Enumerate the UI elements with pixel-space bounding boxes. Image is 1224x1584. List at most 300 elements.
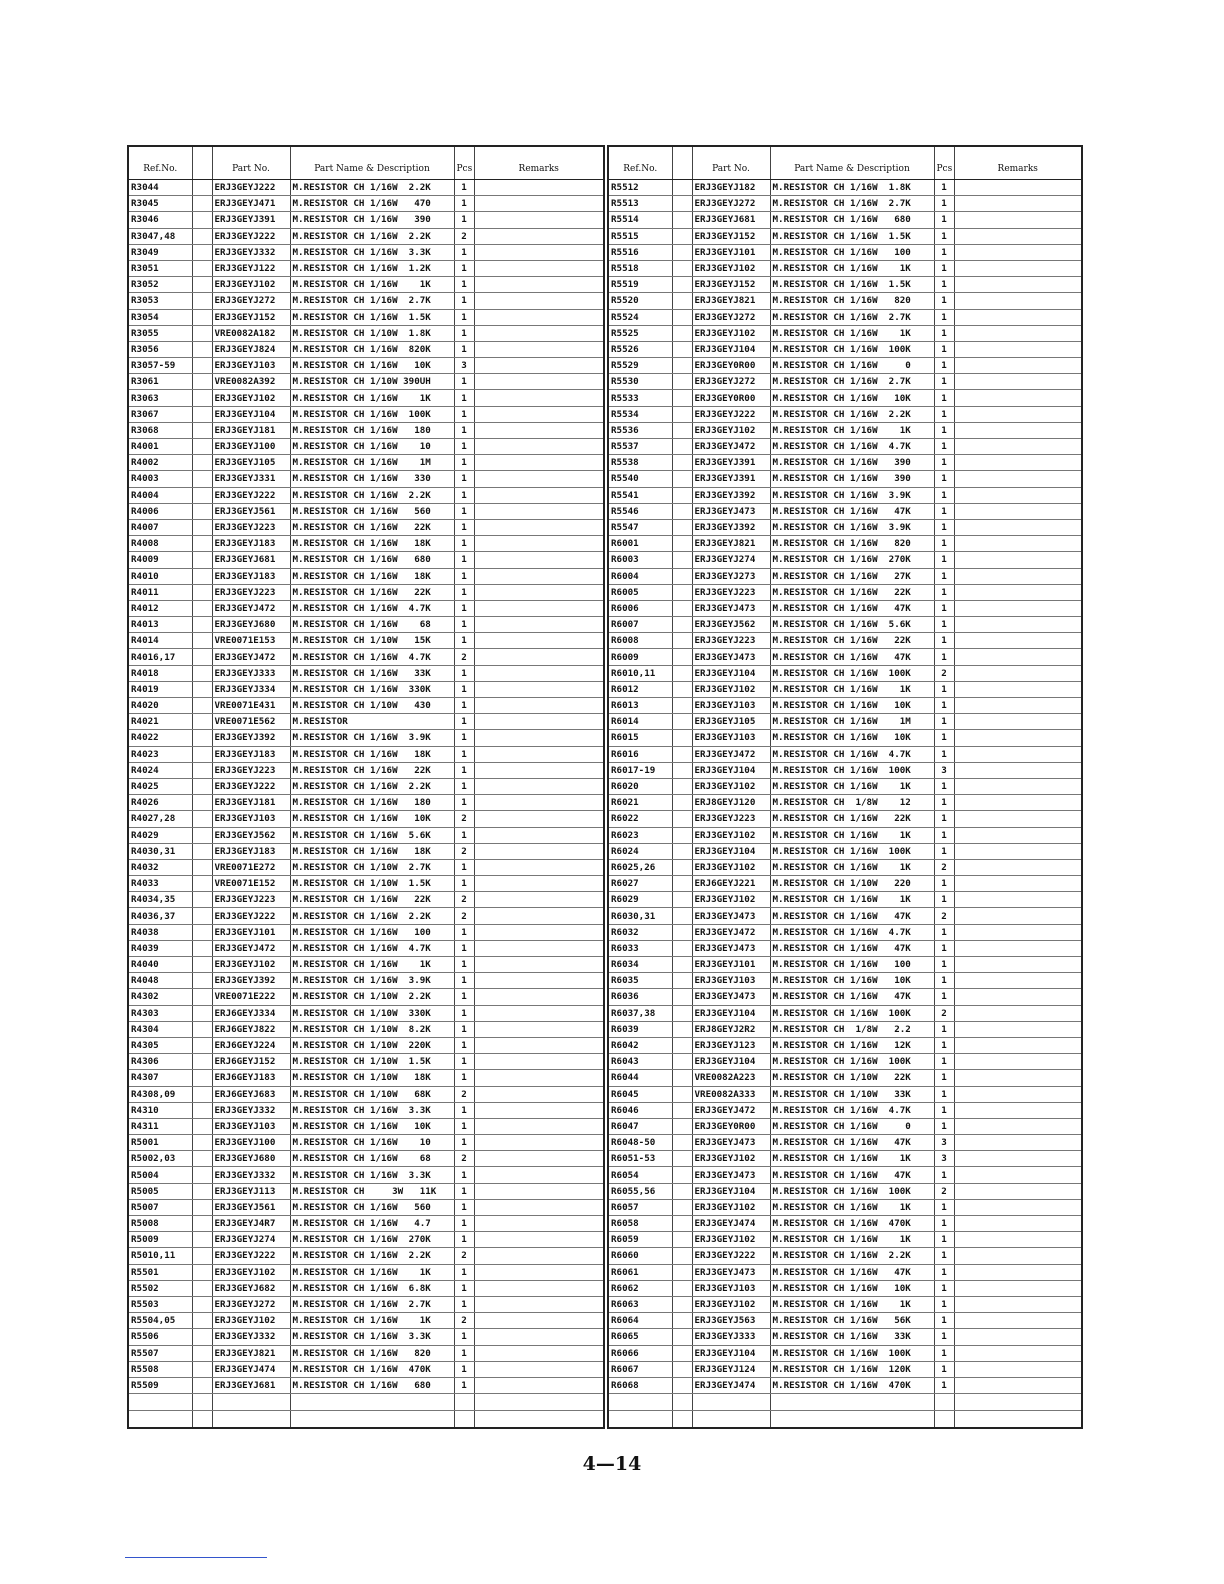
spacer-cell <box>672 519 692 535</box>
table-row <box>128 471 604 487</box>
remarks-cell <box>474 892 604 908</box>
pcs-cell: 1 <box>934 778 954 794</box>
spacer-cell <box>192 584 212 600</box>
spacer-cell <box>672 827 692 843</box>
ref-no-cell: R6008 <box>608 633 672 649</box>
remarks-cell <box>474 196 604 212</box>
part-no-cell: ERJ3GEYJ183 <box>212 843 290 859</box>
table-row <box>128 439 604 455</box>
pcs-cell: 1 <box>454 973 474 989</box>
part-no-cell: ERJ3GEYJ473 <box>692 503 770 519</box>
remarks-cell <box>474 180 604 196</box>
description-cell: M.RESISTOR CH 1/16W 120K <box>770 1361 934 1377</box>
empty-cell <box>128 1394 192 1411</box>
part-no-cell: ERJ3GEYJ473 <box>692 989 770 1005</box>
part-no-cell: ERJ3GEYJ103 <box>212 1118 290 1134</box>
empty-cell <box>212 1411 290 1429</box>
ref-no-cell: R6063 <box>608 1296 672 1312</box>
remarks-cell <box>954 859 1082 875</box>
empty-cell <box>934 1411 954 1429</box>
table-row <box>608 876 1082 892</box>
pcs-cell: 1 <box>454 1232 474 1248</box>
description-cell: M.RESISTOR CH 1/16W 1.2K <box>290 260 454 276</box>
spacer-cell <box>672 390 692 406</box>
part-no-cell: ERJ3GEYJ102 <box>692 422 770 438</box>
part-no-cell: VRE0071E562 <box>212 714 290 730</box>
table-row <box>128 1377 604 1393</box>
spacer-cell <box>192 293 212 309</box>
part-no-cell: ERJ3GEYJ681 <box>212 552 290 568</box>
ref-no-cell: R4307 <box>128 1070 192 1086</box>
table-row <box>608 260 1082 276</box>
remarks-cell <box>954 973 1082 989</box>
part-no-cell: ERJ3GEYJ332 <box>212 1167 290 1183</box>
description-cell: M.RESISTOR CH 1/16W 47K <box>770 503 934 519</box>
part-no-cell: ERJ3GEYJ332 <box>212 1329 290 1345</box>
spacer-cell <box>192 212 212 228</box>
table-row <box>128 519 604 535</box>
ref-no-cell: R4019 <box>128 681 192 697</box>
spacer-cell <box>672 1264 692 1280</box>
description-cell: M.RESISTOR CH 1/10W 15K <box>290 633 454 649</box>
ref-no-cell: R6036 <box>608 989 672 1005</box>
part-no-cell: ERJ3GEYJ102 <box>692 859 770 875</box>
part-no-cell: ERJ3GEYJ561 <box>212 503 290 519</box>
empty-cell <box>290 1394 454 1411</box>
pcs-cell: 1 <box>454 1167 474 1183</box>
spacer-cell <box>192 228 212 244</box>
description-cell: M.RESISTOR CH 1/16W 10K <box>770 973 934 989</box>
remarks-cell <box>954 1248 1082 1264</box>
spacer-cell <box>672 1183 692 1199</box>
spacer-header <box>192 146 212 180</box>
spacer-cell <box>672 180 692 196</box>
spacer-cell <box>192 1037 212 1053</box>
part-no-cell: ERJ3GEYJ102 <box>692 778 770 794</box>
pcs-cell: 1 <box>934 730 954 746</box>
ref-no-cell: R5010,11 <box>128 1248 192 1264</box>
ref-no-cell: R5007 <box>128 1199 192 1215</box>
remarks-cell <box>474 471 604 487</box>
remarks-cell <box>474 698 604 714</box>
table-row <box>128 293 604 309</box>
part-no-cell: VRE0082A223 <box>692 1070 770 1086</box>
pcs-cell: 1 <box>934 552 954 568</box>
table-row <box>128 358 604 374</box>
table-row <box>128 1199 604 1215</box>
part-no-cell: ERJ3GEYJ474 <box>212 1361 290 1377</box>
part-no-cell: ERJ3GEYJ104 <box>692 843 770 859</box>
ref-no-cell: R3056 <box>128 341 192 357</box>
remarks-cell <box>954 600 1082 616</box>
table-row <box>128 325 604 341</box>
table-row <box>128 746 604 762</box>
ref-no-cell: R4305 <box>128 1037 192 1053</box>
description-cell: M.RESISTOR CH 1/16W 100K <box>770 762 934 778</box>
spacer-cell <box>672 940 692 956</box>
part-no-cell: ERJ3GEYJ223 <box>692 584 770 600</box>
description-cell: M.RESISTOR CH 1/10W 33K <box>770 1086 934 1102</box>
pcs-cell: 1 <box>454 681 474 697</box>
remarks-cell <box>474 665 604 681</box>
spacer-cell <box>672 1248 692 1264</box>
remarks-cell <box>474 293 604 309</box>
pcs-cell: 1 <box>454 1377 474 1393</box>
empty-cell <box>608 1411 672 1429</box>
description-cell: M.RESISTOR CH 1/16W 3.9K <box>290 730 454 746</box>
spacer-cell <box>192 471 212 487</box>
part-no-cell: VRE0082A182 <box>212 325 290 341</box>
ref-no-cell: R4013 <box>128 617 192 633</box>
ref-no-cell: R3044 <box>128 180 192 196</box>
remarks-cell <box>954 309 1082 325</box>
spacer-cell <box>192 503 212 519</box>
description-cell: M.RESISTOR CH 1/16W 4.7K <box>290 940 454 956</box>
pcs-cell: 1 <box>454 778 474 794</box>
table-row <box>608 795 1082 811</box>
table-row <box>608 196 1082 212</box>
ref-no-cell: R6055,56 <box>608 1183 672 1199</box>
spacer-cell <box>192 390 212 406</box>
part-no-cell: VRE0082A333 <box>692 1086 770 1102</box>
table-row <box>608 843 1082 859</box>
table-row <box>608 859 1082 875</box>
remarks-cell <box>474 1102 604 1118</box>
remarks-cell <box>474 1054 604 1070</box>
description-cell: M.RESISTOR CH 1/16W 2.7K <box>770 309 934 325</box>
remarks-cell <box>474 1167 604 1183</box>
pcs-cell: 1 <box>934 649 954 665</box>
pcs-cell: 1 <box>454 698 474 714</box>
table-row <box>128 876 604 892</box>
spacer-cell <box>192 1151 212 1167</box>
part-no-cell: ERJ3GEYJ473 <box>692 600 770 616</box>
spacer-cell <box>192 843 212 859</box>
ref-no-cell: R6046 <box>608 1102 672 1118</box>
description-cell: M.RESISTOR CH 1/16W 2.7K <box>290 293 454 309</box>
part-no-cell: ERJ3GEYJ223 <box>212 519 290 535</box>
part-no-cell: ERJ3GEYJ472 <box>692 746 770 762</box>
spacer-cell <box>672 811 692 827</box>
spacer-cell <box>192 649 212 665</box>
description-cell: M.RESISTOR CH 1/16W 18K <box>290 568 454 584</box>
ref-no-cell: R6034 <box>608 957 672 973</box>
description-cell: M.RESISTOR CH 1/16W 3.3K <box>290 244 454 260</box>
blank-row <box>128 1394 604 1411</box>
pcs-cell: 1 <box>454 406 474 422</box>
remarks-cell <box>474 1361 604 1377</box>
ref-no-cell: R4009 <box>128 552 192 568</box>
pcs-cell: 1 <box>454 746 474 762</box>
remarks-cell <box>474 568 604 584</box>
ref-no-cell: R4033 <box>128 876 192 892</box>
spacer-cell <box>672 617 692 633</box>
description-cell: M.RESISTOR CH 1/10W 22K <box>770 1070 934 1086</box>
pcs-cell: 1 <box>454 1183 474 1199</box>
remarks-cell <box>954 1167 1082 1183</box>
pcs-cell: 1 <box>934 1199 954 1215</box>
pcs-cell: 2 <box>454 811 474 827</box>
spacer-cell <box>192 309 212 325</box>
part-no-cell: ERJ3GEYJ223 <box>212 584 290 600</box>
pcs-cell: 1 <box>454 989 474 1005</box>
ref-no-cell: R5537 <box>608 439 672 455</box>
description-cell: M.RESISTOR CH 1/16W 100K <box>770 1005 934 1021</box>
description-cell: M.RESISTOR CH 1/16W 820 <box>770 536 934 552</box>
pcs-cell: 1 <box>934 422 954 438</box>
remarks-cell <box>474 390 604 406</box>
pcs-cell: 1 <box>934 244 954 260</box>
empty-cell <box>128 1411 192 1429</box>
pcs-cell: 1 <box>934 876 954 892</box>
spacer-cell <box>672 552 692 568</box>
remarks-cell <box>954 1199 1082 1215</box>
part-no-cell: ERJ3GEYJ222 <box>212 778 290 794</box>
remarks-cell <box>954 681 1082 697</box>
remarks-cell <box>474 908 604 924</box>
part-no-cell: ERJ3GEYJ562 <box>212 827 290 843</box>
description-cell: M.RESISTOR CH 1/16W 390 <box>770 471 934 487</box>
ref-no-cell: R4021 <box>128 714 192 730</box>
table-row <box>608 487 1082 503</box>
pcs-cell: 1 <box>454 455 474 471</box>
part-no-cell: ERJ3GEYJ472 <box>692 439 770 455</box>
spacer-cell <box>672 1232 692 1248</box>
empty-cell <box>192 1394 212 1411</box>
pcs-cell: 1 <box>934 1264 954 1280</box>
description-cell: M.RESISTOR CH 1/16W 3.3K <box>290 1167 454 1183</box>
table-row <box>128 390 604 406</box>
ref-no-cell: R4034,35 <box>128 892 192 908</box>
remarks-cell <box>954 552 1082 568</box>
part-no-cell: ERJ3GEYJ105 <box>692 714 770 730</box>
table-row <box>128 1037 604 1053</box>
pcs-cell: 2 <box>934 665 954 681</box>
pcs-cell: 1 <box>934 843 954 859</box>
remarks-cell <box>954 406 1082 422</box>
table-row <box>128 1313 604 1329</box>
ref-no-cell: R4040 <box>128 957 192 973</box>
pcs-cell: 3 <box>454 358 474 374</box>
spacer-cell <box>192 600 212 616</box>
description-cell: M.RESISTOR CH 1/16W 270K <box>290 1232 454 1248</box>
part-no-cell: ERJ3GEYJ391 <box>212 212 290 228</box>
table-row <box>608 762 1082 778</box>
table-row <box>128 1329 604 1345</box>
pcs-cell: 1 <box>454 665 474 681</box>
pcs-cell: 1 <box>454 374 474 390</box>
part-no-cell: ERJ3GEYJ272 <box>692 309 770 325</box>
part-no-cell: ERJ3GEYJ104 <box>692 1005 770 1021</box>
ref-no-cell: R6057 <box>608 1199 672 1215</box>
pcs-cell: 1 <box>934 487 954 503</box>
table-row <box>608 973 1082 989</box>
description-cell: M.RESISTOR CH 1/16W 1K <box>770 681 934 697</box>
part-no-cell: ERJ3GEYJ152 <box>692 228 770 244</box>
remarks-cell <box>954 341 1082 357</box>
table-row <box>128 1248 604 1264</box>
ref-no-cell: R5005 <box>128 1183 192 1199</box>
table-row <box>608 406 1082 422</box>
table-row <box>608 1232 1082 1248</box>
remarks-cell <box>954 746 1082 762</box>
table-row <box>128 698 604 714</box>
remarks-cell <box>474 1232 604 1248</box>
remarks-cell <box>954 1070 1082 1086</box>
table-row <box>128 827 604 843</box>
part-no-cell: ERJ3GEYJ391 <box>692 471 770 487</box>
remarks-cell <box>474 1135 604 1151</box>
part-no-cell: ERJ3GEYJ222 <box>692 406 770 422</box>
ref-no-cell: R6023 <box>608 827 672 843</box>
description-cell: M.RESISTOR CH 1/16W 10K <box>770 730 934 746</box>
remarks-cell <box>954 358 1082 374</box>
remarks-cell <box>474 212 604 228</box>
spacer-cell <box>672 714 692 730</box>
description-cell: M.RESISTOR CH 1/16W 1K <box>770 1232 934 1248</box>
part-no-cell: ERJ3GEY0R00 <box>692 390 770 406</box>
ref-no-cell: R4304 <box>128 1021 192 1037</box>
remarks-cell <box>474 1118 604 1134</box>
table-row <box>608 1361 1082 1377</box>
remarks-cell <box>474 584 604 600</box>
table-row <box>608 827 1082 843</box>
description-cell: M.RESISTOR CH 1/16W 68 <box>290 1151 454 1167</box>
description-cell: M.RESISTOR CH 1/16W 22K <box>770 633 934 649</box>
table-row <box>608 1054 1082 1070</box>
table-row <box>128 600 604 616</box>
spacer-cell <box>672 325 692 341</box>
remarks-cell <box>474 1264 604 1280</box>
spacer-cell <box>192 908 212 924</box>
table-row <box>608 665 1082 681</box>
spacer-cell <box>672 1296 692 1312</box>
table-row <box>608 989 1082 1005</box>
description-cell: M.RESISTOR CH 1/16W 4.7K <box>770 1102 934 1118</box>
pcs-cell: 1 <box>454 617 474 633</box>
remarks-cell <box>954 277 1082 293</box>
ref-no-cell: R6043 <box>608 1054 672 1070</box>
ref-no-cell: R3051 <box>128 260 192 276</box>
spacer-cell <box>672 1086 692 1102</box>
ref-no-cell: R4030,31 <box>128 843 192 859</box>
ref-no-cell: R5520 <box>608 293 672 309</box>
ref-no-cell: R4012 <box>128 600 192 616</box>
table-row <box>608 1135 1082 1151</box>
pcs-cell: 2 <box>934 1005 954 1021</box>
table-row <box>608 1021 1082 1037</box>
table-row <box>608 374 1082 390</box>
part-no-cell: ERJ3GEYJ561 <box>212 1199 290 1215</box>
description-cell: M.RESISTOR CH 1/10W 68K <box>290 1086 454 1102</box>
description-cell: M.RESISTOR CH 1/16W 2.7K <box>770 196 934 212</box>
pcs-cell: 1 <box>454 1054 474 1070</box>
part-no-cell: ERJ3GEYJ272 <box>212 293 290 309</box>
empty-cell <box>608 1394 672 1411</box>
description-cell: M.RESISTOR CH 1/16W 470K <box>770 1377 934 1393</box>
description-cell: M.RESISTOR CH 1/16W 47K <box>770 1264 934 1280</box>
part-no-cell: ERJ3GEYJ681 <box>212 1377 290 1393</box>
empty-cell <box>672 1394 692 1411</box>
remarks-cell <box>474 309 604 325</box>
part-no-cell: ERJ3GEYJ392 <box>692 519 770 535</box>
spacer-cell <box>672 746 692 762</box>
spacer-cell <box>672 1054 692 1070</box>
pcs-cell: 1 <box>934 1086 954 1102</box>
description-header: Part Name & Description <box>290 146 454 180</box>
description-cell: M.RESISTOR CH 1/16W 820K <box>290 341 454 357</box>
table-row <box>128 714 604 730</box>
description-cell: M.RESISTOR CH 1/16W 1K <box>290 1264 454 1280</box>
empty-cell <box>692 1411 770 1429</box>
description-cell: M.RESISTOR CH 1/16W 1K <box>290 390 454 406</box>
spacer-header <box>672 146 692 180</box>
part-no-cell: VRE0082A392 <box>212 374 290 390</box>
part-no-cell: ERJ3GEYJ152 <box>692 277 770 293</box>
table-row <box>608 277 1082 293</box>
spacer-cell <box>672 1377 692 1393</box>
parts-table-right <box>607 145 1083 1429</box>
ref-no-cell: R6017-19 <box>608 762 672 778</box>
spacer-cell <box>672 568 692 584</box>
spacer-cell <box>192 1199 212 1215</box>
part-no-cell: ERJ3GEYJ682 <box>212 1280 290 1296</box>
spacer-cell <box>192 1102 212 1118</box>
description-cell: M.RESISTOR CH 1/16W 100 <box>770 957 934 973</box>
description-cell: M.RESISTOR CH 1/16W 33K <box>290 665 454 681</box>
ref-no-cell: R5001 <box>128 1135 192 1151</box>
description-cell: M.RESISTOR CH 1/8W 12 <box>770 795 934 811</box>
table-row <box>608 439 1082 455</box>
spacer-cell <box>192 795 212 811</box>
pcs-cell: 1 <box>454 536 474 552</box>
part-no-cell: ERJ3GEYJ473 <box>692 1135 770 1151</box>
ref-no-cell: R4018 <box>128 665 192 681</box>
pcs-cell: 1 <box>934 1296 954 1312</box>
ref-no-cell: R4038 <box>128 924 192 940</box>
spacer-cell <box>672 649 692 665</box>
description-cell: M.RESISTOR CH 1/10W 2.7K <box>290 859 454 875</box>
ref-no-cell: R5515 <box>608 228 672 244</box>
part-no-cell: ERJ3GEYJ104 <box>692 341 770 357</box>
pcs-cell: 2 <box>934 1183 954 1199</box>
ref-no-cell: R3054 <box>128 309 192 325</box>
spacer-cell <box>672 1151 692 1167</box>
description-cell: M.RESISTOR CH 1/16W 470K <box>290 1361 454 1377</box>
description-cell: M.RESISTOR CH 1/16W 6.8K <box>290 1280 454 1296</box>
ref-no-cell: R4024 <box>128 762 192 778</box>
description-cell: M.RESISTOR CH 1/16W 100K <box>770 341 934 357</box>
part-no-cell: ERJ3GEYJ473 <box>692 649 770 665</box>
description-cell: M.RESISTOR CH 1/16W 1K <box>770 422 934 438</box>
description-header: Part Name & Description <box>770 146 934 180</box>
table-row <box>608 341 1082 357</box>
table-row <box>608 1183 1082 1199</box>
part-no-cell: ERJ3GEYJ100 <box>212 1135 290 1151</box>
spacer-cell <box>192 244 212 260</box>
part-no-cell: ERJ3GEYJ472 <box>692 1102 770 1118</box>
part-no-cell: ERJ3GEYJ334 <box>212 681 290 697</box>
spacer-cell <box>672 487 692 503</box>
part-no-cell: ERJ3GEYJ102 <box>692 1232 770 1248</box>
pcs-cell: 1 <box>454 876 474 892</box>
part-no-cell: ERJ3GEYJ272 <box>692 374 770 390</box>
spacer-cell <box>192 325 212 341</box>
spacer-cell <box>192 374 212 390</box>
spacer-cell <box>192 1345 212 1361</box>
pcs-cell: 1 <box>454 1216 474 1232</box>
pcs-cell: 1 <box>454 487 474 503</box>
